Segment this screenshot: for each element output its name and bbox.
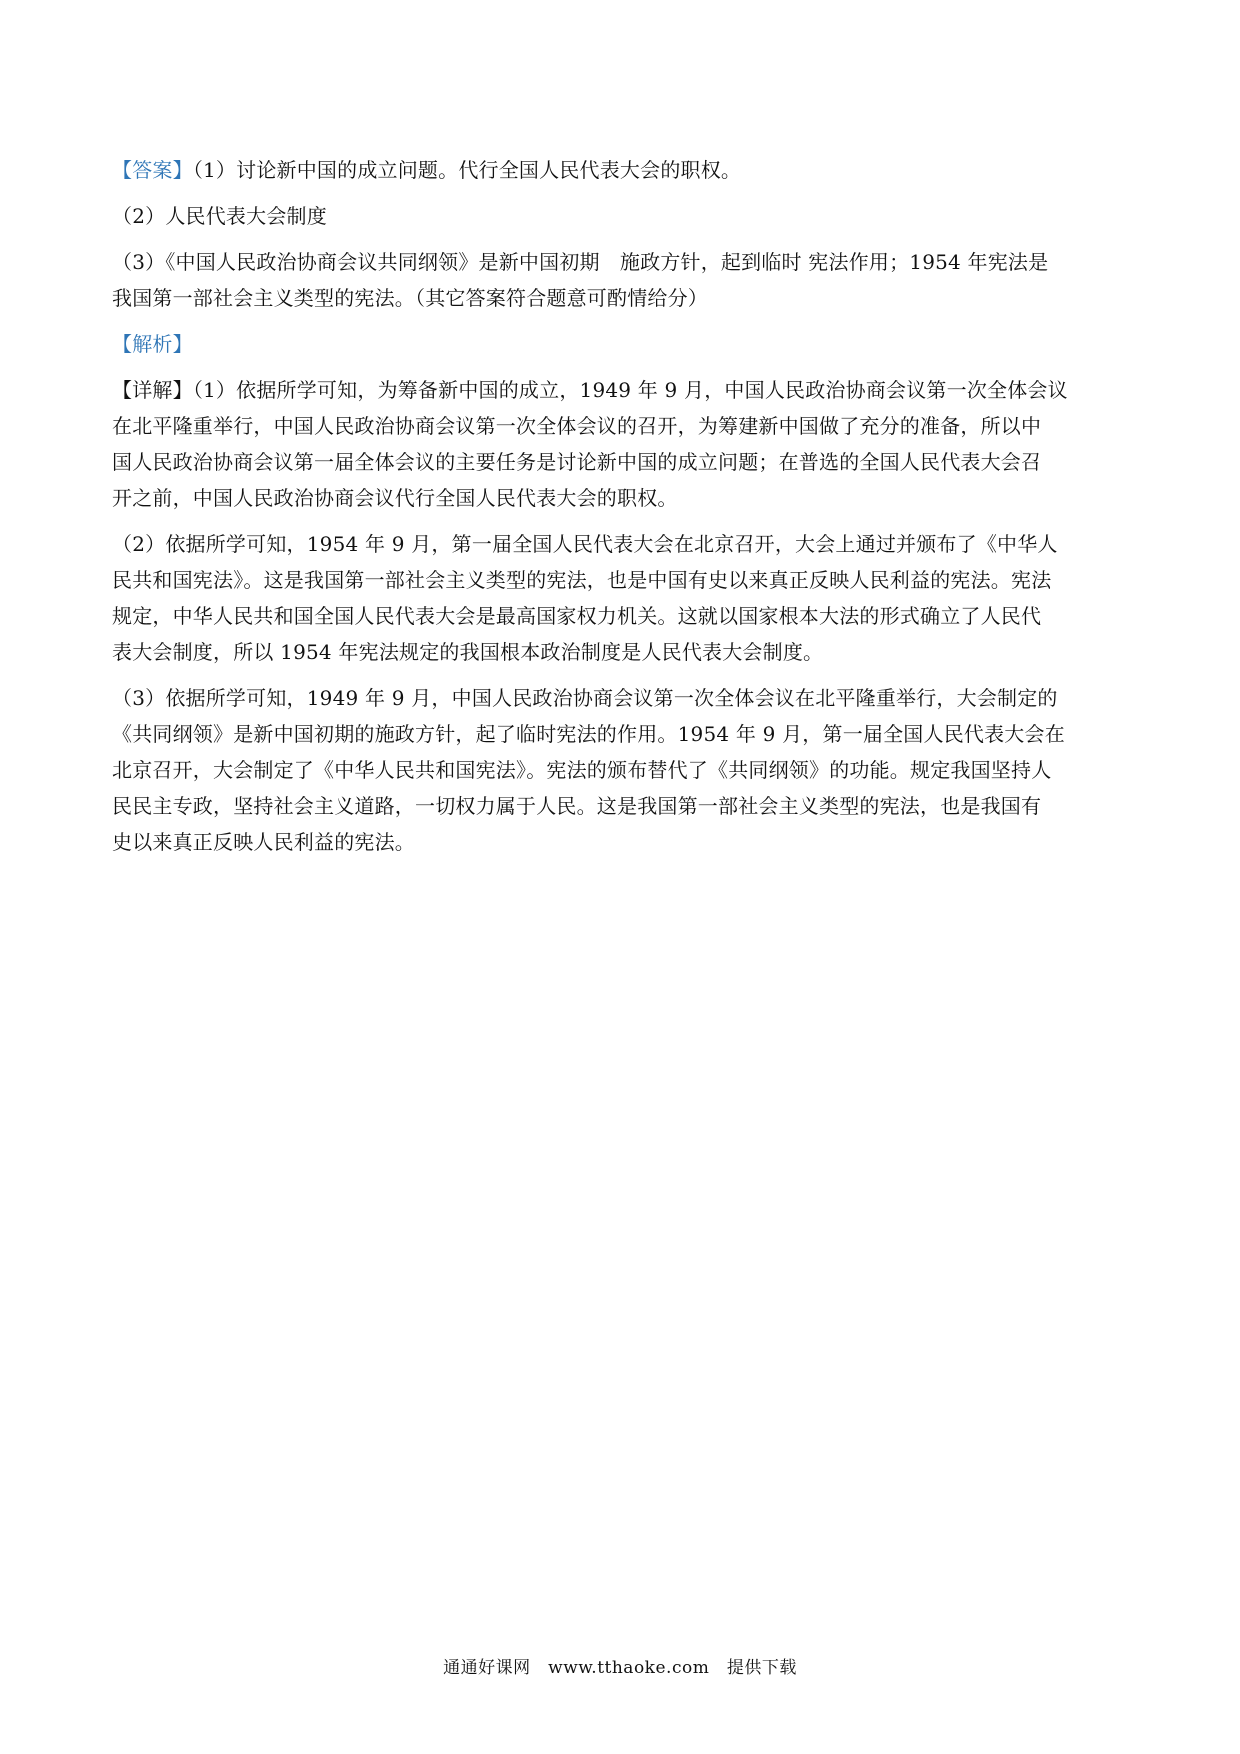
detail-paragraph-3-line-1: （3）依据所学可知，1949 年 9 月，中国人民政治协商会议第一次全体会议在北平隆重举行，大会制定的: [112, 686, 1058, 710]
detail-paragraph-2-line-4: 表大会制度，所以 1954 年宪法规定的我国根本政治制度是人民代表大会制度。: [112, 640, 824, 664]
answer-paragraph-2: （2）人民代表大会制度: [112, 204, 327, 228]
detail-paragraph-2-line-1: （2）依据所学可知，1954 年 9 月，第一届全国人民代表大会在北京召开，大会上通过并颁布了《中华人: [112, 532, 1058, 556]
detail-paragraph-2-line-3: 规定，中华人民共和国全国人民代表大会是最高国家权力机关。这就以国家根本大法的形式确立了人民代: [112, 604, 1042, 628]
answer-text-1: （1）讨论新中国的成立问题。代行全国人民代表大会的职权。: [192, 158, 742, 182]
detail-paragraph-3-line-2: 《共同纲领》是新中国初期的施政方针，起了临时宪法的作用。1954 年 9 月，第一届全国人民代表大会在: [112, 722, 1065, 746]
analysis-label: 【解析】: [112, 332, 193, 356]
detail-paragraph-1-line-1: [112, 372, 1122, 408]
detail-paragraph-1-line-4: 开之前，中国人民政治协商会议代行全国人民代表大会的职权。: [112, 486, 678, 510]
detail-label: 【详解】: [112, 378, 193, 402]
detail-paragraph-3-line-4: 民民主专政，坚持社会主义道路，一切权力属于人民。这是我国第一部社会主义类型的宪法，也是我国有: [112, 794, 1042, 818]
detail-paragraph-3-line-5: 史以来真正反映人民利益的宪法。: [112, 830, 415, 854]
detail-paragraph-1-line-3: 国人民政治协商会议第一届全体会议的主要任务是讨论新中国的成立问题；在普选的全国人民代表大会召: [112, 450, 1042, 474]
detail-paragraph-2-line-2: 民共和国宪法》。这是我国第一部社会主义类型的宪法，也是中国有史以来真正反映人民利益的宪法。宪法: [112, 568, 1052, 592]
page-footer: 通通好课网 www.tthaoke.com 提供下载: [443, 1658, 797, 1678]
answer-paragraph-1: [112, 152, 1122, 188]
detail-text-1: （1）依据所学可知，为筹备新中国的成立，1949 年 9 月，中国人民政治协商会议第一次全体会议: [192, 378, 1068, 402]
answer-paragraph-3-line-1: （3）《中国人民政治协商会议共同纲领》是新中国初期 施政方针，起到临时 宪法作用；1954 年宪法是: [112, 250, 1049, 274]
detail-paragraph-1-line-2: 在北平隆重举行，中国人民政治协商会议第一次全体会议的召开，为筹建新中国做了充分的准备，所以中: [112, 414, 1042, 438]
answer-paragraph-3-line-2: 我国第一部社会主义类型的宪法。（其它答案符合题意可酌情给分）: [112, 286, 708, 310]
detail-paragraph-3-line-3: 北京召开，大会制定了《中华人民共和国宪法》。宪法的颁布替代了《共同纲领》的功能。规定我国坚持人: [112, 758, 1052, 782]
document-content: [112, 152, 1122, 860]
analysis-heading: [112, 326, 1122, 362]
answer-label: 【答案】: [112, 158, 193, 182]
